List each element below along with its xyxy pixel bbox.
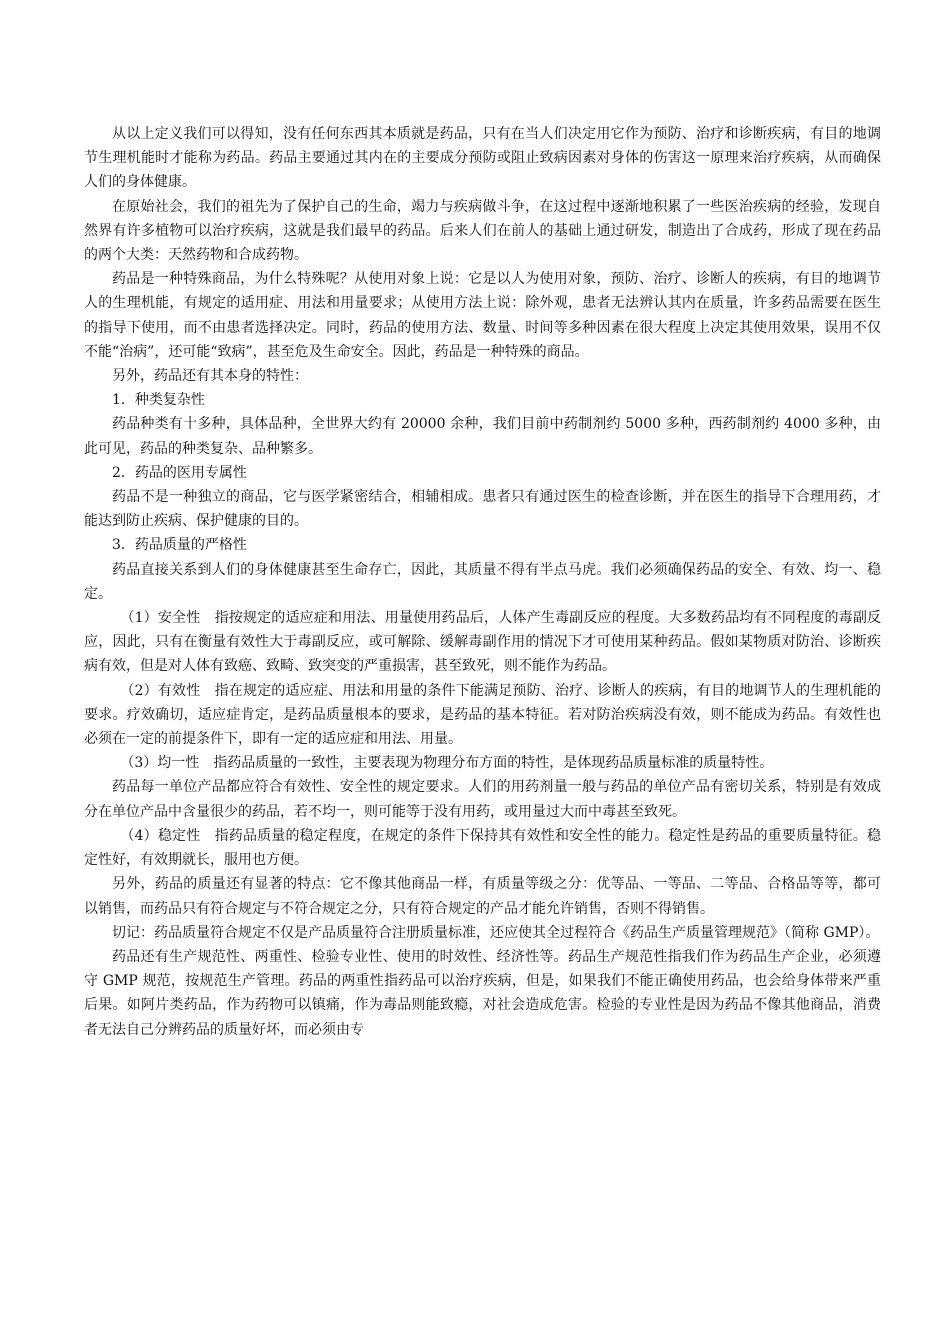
- paragraph-uniformity-detail: 药品每一单位产品都应符合有效性、安全性的规定要求。人们的用药剂量一般与药品的单位产品有密切关系，特别是有效成分在单位产品中含量很少的药品，若不均一，则可能等于没有用药，或用量过大而中毒甚至致死。: [84, 779, 881, 820]
- heading-variety-complexity: 1．种类复杂性: [112, 392, 205, 409]
- paragraph-definition-summary: 从以上定义我们可以得知，没有任何东西其本质就是药品，只有在当人们决定用它作为预防、治疗和诊断疾病，有目的地调节生理机能时才能称为药品。药品主要通过其内在的主要成分预防或阻止致病因素对身体的伤害这一原理来治疗疾病，从而确保人们的身体健康。: [84, 126, 881, 191]
- paragraph-uniformity: （3）均一性 指药品质量的一致性，主要表现为物理分布方面的特性，是体现药品质量标准的质量特性。: [120, 755, 774, 772]
- document-body: [84, 122, 881, 1042]
- paragraph-other-properties: 药品还有生产规范性、两重性、检验专业性、使用的时效性、经济性等。药品生产规范性指我们作为药品生产企业，必须遵守 GMP 规范，按规范生产管理。药品的两重性指药品可以治疗疾病，但是，如果我们不能正确使用药品，也会给身体带来严重后果。如阿片类药品，作为药物可以镇痛，作为毒品则能致瘾，对社会造成危害。检验的专业性是因为药品不像其他商品，消费者无法自己分辨药品的质量好坏，而必须由专: [84, 948, 881, 1038]
- paragraph-stability: （4）稳定性 指药品质量的稳定程度，在规定的条件下保持其有效性和安全性的能力。稳定性是药品的重要质量特征。稳定性好，有效期就长，服用也方便。: [84, 827, 881, 869]
- paragraph-quality-strictness: 药品直接关系到人们的身体健康甚至生命存亡，因此，其质量不得有半点马虎。我们必须确保药品的安全、有效、均一、稳定。: [84, 561, 881, 602]
- paragraph-gmp-reminder: 切记：药品质量符合规定不仅是产品质量符合注册质量标准，还应使其全过程符合《药品生产质量管理规范》（简称 GMP）。: [112, 924, 880, 941]
- paragraph-safety: （1）安全性 指按规定的适应症和用法、用量使用药品后，人体产生毒副反应的程度。大多数药品均有不同程度的毒副反应，因此，只有在衡量有效性大于毒副反应，或可解除、缓解毒副作用的情况下才可使用某种药品。假如某物质对防治、诊断疾病有效，但是对人体有致癌、致畸、致突变的严重损害，甚至致死，则不能作为药品。: [84, 610, 881, 675]
- paragraph-quality-grades: 另外，药品的质量还有显著的特点：它不像其他商品一样，有质量等级之分：优等品、一等品、二等品、合格品等等，都可以销售，而药品只有符合规定与不符合规定之分，只有符合规定的产品才能允许销售，否则不得销售。: [84, 876, 881, 917]
- paragraph-medical-exclusivity: 药品不是一种独立的商品，它与医学紧密结合，相辅相成。患者只有通过医生的检查诊断，并在医生的指导下合理用药，才能达到防止疾病、保护健康的目的。: [84, 489, 881, 530]
- heading-medical-exclusivity: 2．药品的医用专属性: [112, 464, 247, 481]
- paragraph-history: 在原始社会，我们的祖先为了保护自己的生命，竭力与疾病做斗争，在这过程中逐渐地积累了一些医治疾病的经验，发现自然界有许多植物可以治疗疾病，这就是我们最早的药品。后来人们在前人的基础上通过研发，制造出了合成药，形成了现在药品的两个大类：天然药物和合成药物。: [84, 198, 881, 264]
- paragraph-effectiveness: （2）有效性 指在规定的适应症、用法和用量的条件下能满足预防、治疗、诊断人的疾病，有目的地调节人的生理机能的要求。疗效确切，适应症肯定，是药品质量根本的要求，是药品的基本特征。若对防治疾病没有效，则不能成为药品。有效性也必须在一定的前提条件下，即有一定的适应症和用法、用量。: [84, 682, 881, 748]
- paragraph-special-commodity: 药品是一种特殊商品，为什么特殊呢？从使用对象上说：它是以人为使用对象，预防、治疗、诊断人的疾病，有目的地调节人的生理机能，有规定的适用症、用法和用量要求；从使用方法上说：除外观，患者无法辨认其内在质量，许多药品需要在医生的指导下使用，而不由患者选择决定。同时，药品的使用方法、数量、时间等多种因素在很大程度上决定其使用效果，误用不仅不能“治病”，还可能“致病”，甚至危及生命安全。因此，药品是一种特殊的商品。: [84, 271, 881, 360]
- heading-quality-strictness: 3．药品质量的严格性: [112, 537, 247, 554]
- paragraph-characteristics-intro: 另外，药品还有其本身的特性：: [112, 368, 308, 385]
- paragraph-variety-complexity: 药品种类有十多种，具体品种，全世界大约有 20000 余种，我们目前中药制剂约 5000 多种，西药制剂约 4000 多种，由此可见，药品的种类复杂、品种繁多。: [84, 416, 881, 457]
